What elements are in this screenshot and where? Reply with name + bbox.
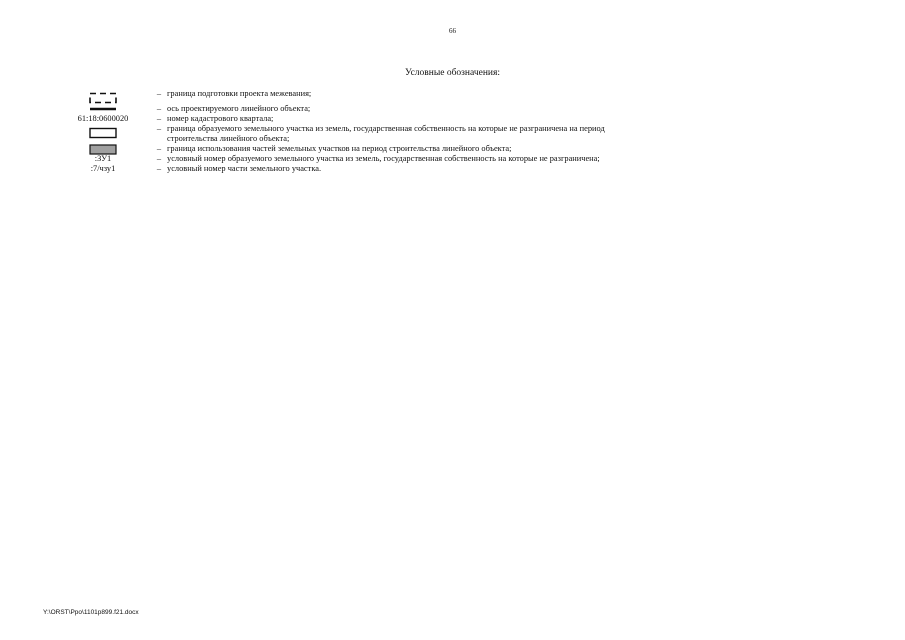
legend-dash: – [156,114,162,123]
legend-dash: – [156,104,162,113]
plot-part-number-label: :7/чзу1 [90,164,116,173]
footer-file-path: Y:\ORST\Ppo\1101p899.f21.docx [43,609,139,616]
legend-item-object-axis [60,104,760,114]
legend-description-line2: строительства линейного объекта; [167,134,290,143]
legend-dash: – [156,144,162,153]
thick-line-icon [60,104,146,114]
cadastral-quarter-label: 61:18:0600020 [77,114,129,123]
dashed-rectangle-icon [60,91,146,104]
legend-dash: – [156,164,162,173]
legend-item-formed-plot-boundary [60,124,760,144]
legend-description: условный номер образуемого земельного участка из земель, государственная собственность на которые не разграничена; [167,154,600,163]
legend-list [60,89,760,174]
legend-item-cadastral-quarter [60,114,760,124]
legend-description: граница использования частей земельных участков на период строительства линейного объекта; [167,144,512,153]
gray-rectangle-icon [60,144,146,154]
legend-title: Условные обозначения: [404,68,500,78]
legend-description: номер кадастрового квартала; [167,114,274,123]
legend-item-project-boundary [60,89,760,104]
legend-item-plot-part-number [60,164,760,174]
legend-description: ось проектируемого линейного объекта; [167,104,311,113]
legend-item-formed-plot-number [60,154,760,164]
legend-description-line1: граница образуемого земельного участка из земель, государственная собственность на которые не разграничена на период [167,124,605,133]
plot-number-label: :ЗУ1 [94,154,112,163]
white-rectangle-icon [60,126,146,139]
legend-dash: – [156,124,162,133]
page-number: 66 [449,27,456,35]
legend-description [165,124,760,144]
legend-description: условный номер части земельного участка. [167,164,322,173]
legend-dash: – [156,154,162,163]
legend-item-plot-parts-usage [60,144,760,154]
legend-description: граница подготовки проекта межевания; [167,89,312,98]
legend-dash: – [156,89,162,98]
